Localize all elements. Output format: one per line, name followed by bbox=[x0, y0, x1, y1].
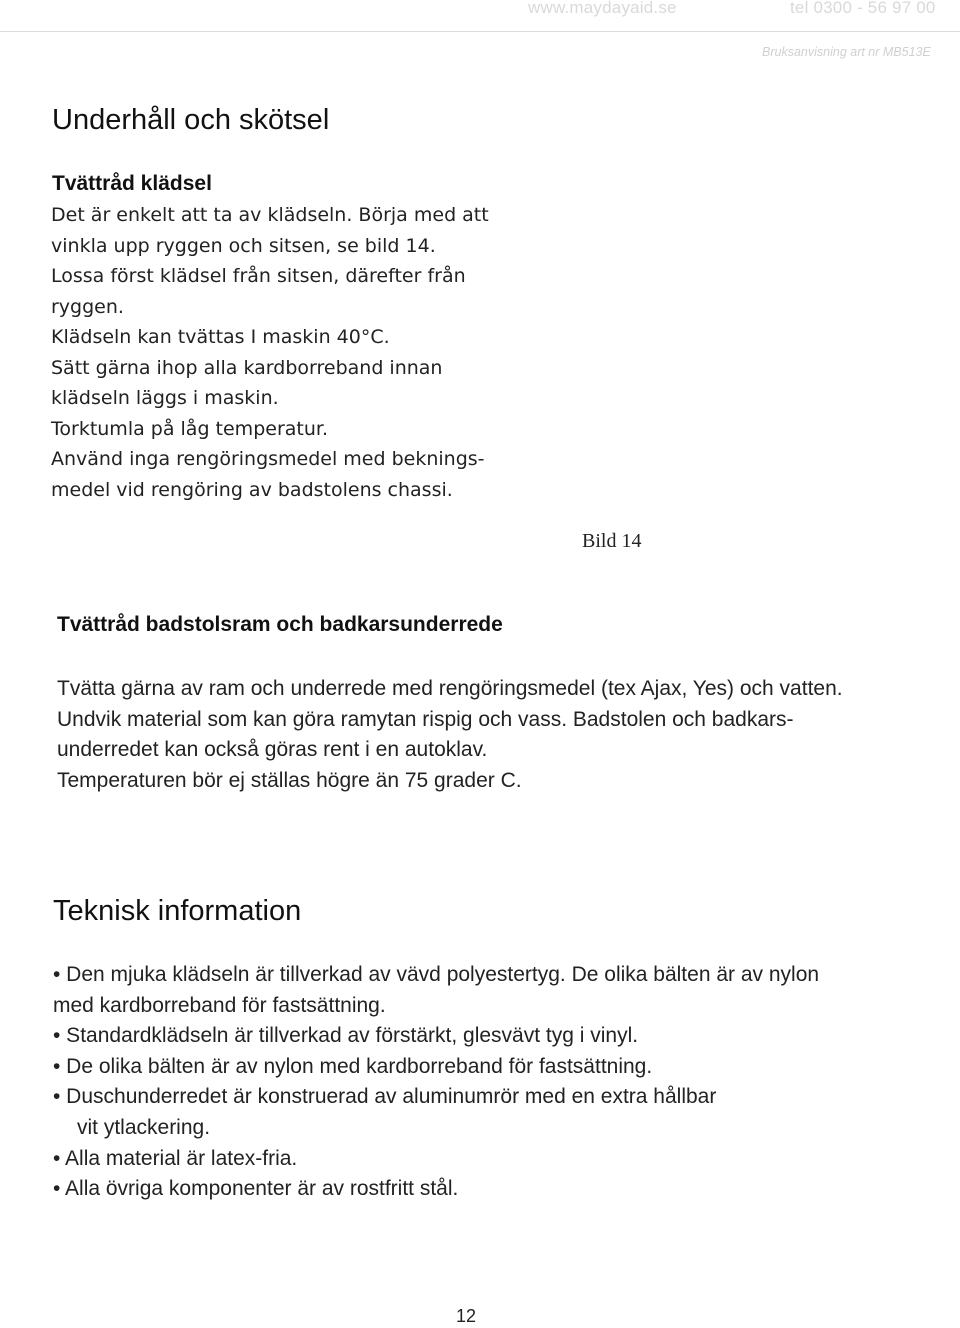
cover-care-line: Sätt gärna ihop alla kardborreband innan bbox=[51, 356, 443, 379]
tech-info-line: med kardborreband för fastsättning. bbox=[53, 993, 386, 1017]
header-divider bbox=[0, 31, 960, 32]
cover-care-line: Lossa först klädsel från sitsen, därefter från bbox=[51, 265, 466, 287]
page-title-maintenance: Underhåll och skötsel bbox=[52, 104, 330, 136]
cover-care-line: ryggen. bbox=[51, 295, 124, 318]
tech-info-line: • Alla övriga komponenter är av rostfritt stål. bbox=[53, 1177, 459, 1201]
frame-care-line: Undvik material som kan göra ramytan rispig och vass. Badstolen och badkars- bbox=[57, 707, 794, 731]
frame-care-line: underredet kan också göras rent i en autoklav. bbox=[57, 738, 488, 761]
page-number: 12 bbox=[456, 1306, 477, 1326]
cover-care-line: klädseln läggs i maskin. bbox=[51, 387, 279, 409]
tech-info-line: • De olika bälten är av nylon med kardborreband för fastsättning. bbox=[53, 1054, 653, 1078]
header-article-number: Bruksanvisning art nr MB513E bbox=[762, 45, 931, 59]
page-title-tech-info: Teknisk information bbox=[53, 895, 302, 927]
cover-care-line: Torktumla på låg temperatur. bbox=[51, 417, 328, 440]
tech-info-list bbox=[53, 960, 819, 1205]
cover-care-text bbox=[51, 200, 489, 505]
tech-info-line: vit ytlackering. bbox=[77, 1115, 211, 1139]
frame-care-line: Temperaturen bör ej ställas högre än 75 grader C. bbox=[57, 768, 522, 792]
tech-info-line: • Den mjuka klädseln är tillverkad av vävd polyestertyg. De olika bälten är av nylon bbox=[53, 963, 820, 986]
header-url[interactable]: www.maydayaid.se bbox=[528, 0, 677, 17]
frame-care-text bbox=[57, 674, 843, 796]
cover-care-title: Tvättråd klädsel bbox=[52, 172, 212, 195]
tech-info-line: • Duschunderredet är konstruerad av aluminumrör med en extra hållbar bbox=[53, 1085, 717, 1109]
cover-care-line: Klädseln kan tvättas I maskin 40°C. bbox=[51, 326, 390, 348]
tech-info-line: • Alla material är latex-fria. bbox=[53, 1146, 298, 1170]
cover-care-line: Använd inga rengöringsmedel med beknings- bbox=[51, 448, 485, 470]
tech-info-line: • Standardklädseln är tillverkad av förstärkt, glesvävt tyg i vinyl. bbox=[53, 1024, 639, 1048]
cover-care-line: medel vid rengöring av badstolens chassi. bbox=[51, 478, 453, 501]
header-phone: tel 0300 - 56 97 00 bbox=[790, 0, 936, 17]
figure-caption: Bild 14 bbox=[582, 530, 642, 552]
cover-care-line: vinkla upp ryggen och sitsen, se bild 14. bbox=[51, 234, 436, 257]
frame-care-title: Tvättråd badstolsram och badkarsunderrede bbox=[57, 613, 503, 636]
frame-care-line: Tvätta gärna av ram och underrede med rengöringsmedel (tex Ajax, Yes) och vatten. bbox=[57, 677, 843, 700]
cover-care-line: Det är enkelt att ta av klädseln. Börja med att bbox=[51, 204, 489, 226]
